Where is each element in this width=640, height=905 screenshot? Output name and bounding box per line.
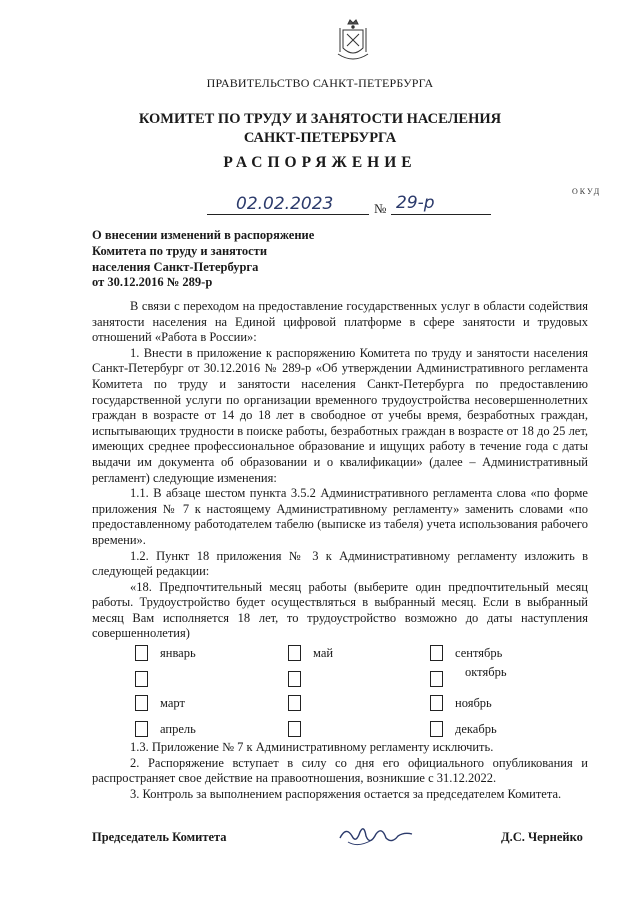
paragraph-2: 2. Распоряжение вступает в силу со дня его официального опубликования и распространяет свое действие на правоотношения, возникшие с 31.12.2022. (92, 755, 588, 786)
document-subject (92, 228, 332, 291)
checkbox[interactable] (288, 695, 301, 711)
subject-line: О внесении изменений в распоряжение (92, 228, 315, 242)
closing-paragraphs (92, 740, 588, 802)
checkbox[interactable] (288, 721, 301, 737)
month-label: ноябрь (455, 695, 492, 710)
month-empty-2 (288, 670, 301, 688)
month-november (430, 694, 492, 712)
date-underline (207, 214, 369, 215)
checkbox[interactable] (135, 721, 148, 737)
checkbox[interactable] (135, 671, 148, 687)
signatory-name: Д.С. Чернейко (501, 830, 583, 844)
committee-title-line1: КОМИТЕТ ПО ТРУДУ И ЗАНЯТОСТИ НАСЕЛЕНИЯ (138, 111, 502, 127)
month-empty-1 (135, 670, 148, 688)
month-april (135, 720, 196, 738)
government-title: ПРАВИТЕЛЬСТВО САНКТ-ПЕТЕРБУРГА (206, 76, 434, 90)
document-type: РАСПОРЯЖЕНИЕ (223, 154, 417, 171)
subject-line: от 30.12.2016 № 289-р (92, 275, 213, 290)
month-october (430, 664, 507, 688)
paragraph-1-2: 1.2. Пункт 18 приложения № 3 к Административному регламенту изложить в следующей редакции: (92, 548, 588, 579)
handwritten-signature (336, 818, 416, 854)
month-empty-3 (288, 694, 301, 712)
month-label: сентябрь (455, 645, 503, 660)
month-march (135, 694, 185, 712)
paragraph-3: 3. Контроль за выполнением распоряжения остается за председателем Комитета. (130, 786, 562, 801)
okud-label: ОКУД (572, 187, 602, 196)
number-underline (391, 214, 491, 215)
month-label: апрель (160, 721, 196, 736)
month-september (430, 644, 502, 662)
paragraph-1: 1. Внести в приложение к распоряжению Комитета по труду и занятости населения Санкт-Петербург от 30.12.2016 № 289-р «Об утверждении Административного регламента Комитета по труду и занятости населения Санкт-Петербурга по предоставлению государственной услуги по организации временного трудоустройства несовершеннолетних граждан в возрасте от 14 до 18 лет в свободное от учебы время, безработных граждан, испытывающих трудности в поиске работы, безработных граждан в возрасте от 18 до 25 лет, имеющих среднее профессиональное образование и ищущих работу в течение года с даты выдачи им документа об образовании и о квалификации» (далее – Административный регламент) следующие изменения: (92, 345, 588, 485)
subject-line: Комитета по труду и занятости (92, 243, 268, 258)
month-label: январь (160, 645, 196, 660)
subject-line: населения Санкт-Петербурга (92, 259, 259, 274)
signatory-title: Председатель Комитета (92, 830, 227, 844)
month-january (135, 644, 196, 662)
checkbox[interactable] (288, 671, 301, 687)
checkbox[interactable] (288, 645, 301, 661)
checkbox[interactable] (430, 645, 443, 661)
month-label: октябрь (465, 664, 507, 679)
checkbox[interactable] (430, 695, 443, 711)
month-empty-4 (288, 720, 301, 738)
intro-paragraph: В связи с переходом на предоставление государственных услуг в области содействия занятости населения на Единой цифровой платформе в сфере занятости и трудовых отношений «Работа в России»: (92, 299, 588, 345)
checkbox[interactable] (430, 721, 443, 737)
number-sign: № (374, 201, 387, 216)
document-date: 02.02.2023 (236, 194, 334, 214)
month-label: декабрь (455, 721, 497, 736)
document-body (92, 299, 588, 642)
month-december (430, 720, 497, 738)
checkbox[interactable] (430, 671, 443, 687)
checkbox[interactable] (135, 645, 148, 661)
checkbox[interactable] (135, 695, 148, 711)
paragraph-18: «18. Предпочтительный месяц работы (выберите один предпочтительный месяц работы. Трудоустройство будет осуществляться в выбранный месяц. Если в выбранный месяц Вам исполняется 18 лет, то трудоустройство возможно до даты наступления совершеннолетия) (92, 579, 588, 641)
document-number: 29-р (396, 193, 435, 213)
coat-of-arms-emblem (336, 18, 370, 64)
paragraph-1-3: 1.3. Приложение № 7 к Административному регламенту исключить. (130, 740, 494, 754)
month-may (288, 644, 333, 662)
month-label: май (313, 645, 334, 660)
committee-title (0, 110, 640, 148)
committee-title-line2: САНКТ-ПЕТЕРБУРГА (243, 130, 397, 146)
paragraph-1-1: 1.1. В абзаце шестом пункта 3.5.2 Административного регламента слова «по форме приложения № 7 к настоящему Административному регламенту» заменить словами «по предоставленному работодателем табелю (выписке из табеля) учета использования рабочего времени». (92, 486, 588, 547)
month-label: март (160, 695, 185, 710)
